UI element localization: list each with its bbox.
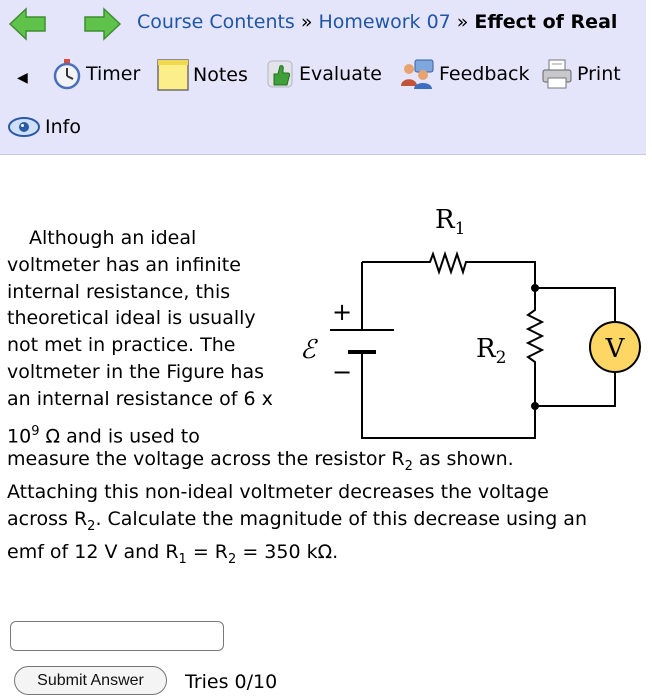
- printer-icon: [541, 58, 573, 90]
- timer-label: Timer: [86, 63, 141, 85]
- tries-counter: Tries 0/10: [185, 671, 278, 693]
- breadcrumb-separator: »: [300, 11, 313, 33]
- thumbs-up-icon: [265, 58, 295, 90]
- r2-label: [476, 334, 506, 368]
- problem-line: [7, 446, 514, 480]
- text-segment: . Calculate the magnitude of this decrease using an: [95, 508, 587, 530]
- subscript: 2: [87, 518, 96, 534]
- people-feedback-icon: [399, 58, 435, 90]
- back-arrow-icon[interactable]: [8, 6, 48, 42]
- submit-answer-button[interactable]: Submit Answer: [14, 666, 167, 695]
- feedback-button[interactable]: [399, 58, 529, 90]
- subscript: 2: [228, 551, 237, 567]
- plus-sign: +: [332, 298, 353, 326]
- problem-line: voltmeter in the Figure has: [7, 361, 265, 383]
- breadcrumb-current: Effect of Real: [474, 11, 618, 33]
- eye-info-icon: [7, 112, 41, 142]
- text-segment: = R: [186, 541, 229, 563]
- text-segment: = 350 kΩ.: [236, 541, 339, 563]
- breadcrumb: [137, 11, 617, 33]
- notes-button[interactable]: [157, 59, 248, 91]
- stopwatch-icon: [52, 58, 82, 90]
- text-segment: as shown.: [412, 448, 514, 470]
- sticky-note-icon: [157, 59, 189, 91]
- notes-label: Notes: [193, 64, 248, 86]
- feedback-label: Feedback: [439, 63, 530, 85]
- toolbar: [0, 0, 646, 155]
- text-segment: emf of 12 V and R: [7, 541, 179, 563]
- timer-button[interactable]: [52, 58, 140, 90]
- r2-letter: R: [476, 334, 496, 364]
- emf-label: ℰ: [300, 335, 316, 365]
- r1-letter: R: [435, 205, 455, 235]
- problem-line: [7, 506, 587, 540]
- resistance-unit-text: Ω and is used to: [39, 425, 200, 448]
- wire-top: [362, 254, 535, 288]
- problem-line: theoretical ideal is usually: [7, 307, 256, 329]
- junction-node: [531, 284, 539, 292]
- text-segment: measure the voltage across the resistor R: [7, 448, 405, 470]
- resistor-r2: [528, 288, 542, 406]
- problem-line: internal resistance, this: [7, 281, 231, 303]
- info-label: Info: [45, 116, 81, 138]
- circuit-diagram: [290, 200, 650, 445]
- subscript: 2: [404, 458, 413, 474]
- wire-bottom: [362, 352, 535, 438]
- print-label: Print: [577, 63, 621, 85]
- subscript: 1: [178, 551, 187, 567]
- problem-line: voltmeter has an infinite: [7, 254, 241, 276]
- resistance-exponent: 9: [31, 424, 40, 439]
- junction-node: [531, 402, 539, 410]
- problem-line: Attaching this non-ideal voltmeter decreases the voltage: [7, 481, 549, 503]
- breadcrumb-homework-link[interactable]: Homework 07: [318, 11, 451, 33]
- print-button[interactable]: [541, 58, 621, 90]
- r2-subscript: 2: [495, 348, 507, 368]
- problem-line: [7, 539, 338, 573]
- breadcrumb-course-link[interactable]: Course Contents: [137, 11, 295, 33]
- r1-subscript: 1: [454, 219, 466, 239]
- evaluate-label: Evaluate: [299, 63, 382, 85]
- problem-line: an internal resistance of 6 x: [7, 388, 273, 410]
- evaluate-button[interactable]: [265, 58, 382, 90]
- voltmeter-label: V: [605, 334, 625, 364]
- info-button[interactable]: [7, 112, 81, 142]
- toolbar-collapse-button[interactable]: ◀: [17, 70, 28, 86]
- answer-input[interactable]: [10, 621, 224, 651]
- minus-sign: −: [332, 358, 353, 386]
- problem-line: Although an ideal: [29, 227, 197, 249]
- breadcrumb-separator: »: [456, 11, 469, 33]
- problem-line: not met in practice. The: [7, 334, 236, 356]
- text-segment: across R: [7, 508, 88, 530]
- r1-label: [435, 205, 465, 239]
- forward-arrow-icon[interactable]: [82, 6, 122, 42]
- resistance-mantissa: 10: [7, 425, 32, 448]
